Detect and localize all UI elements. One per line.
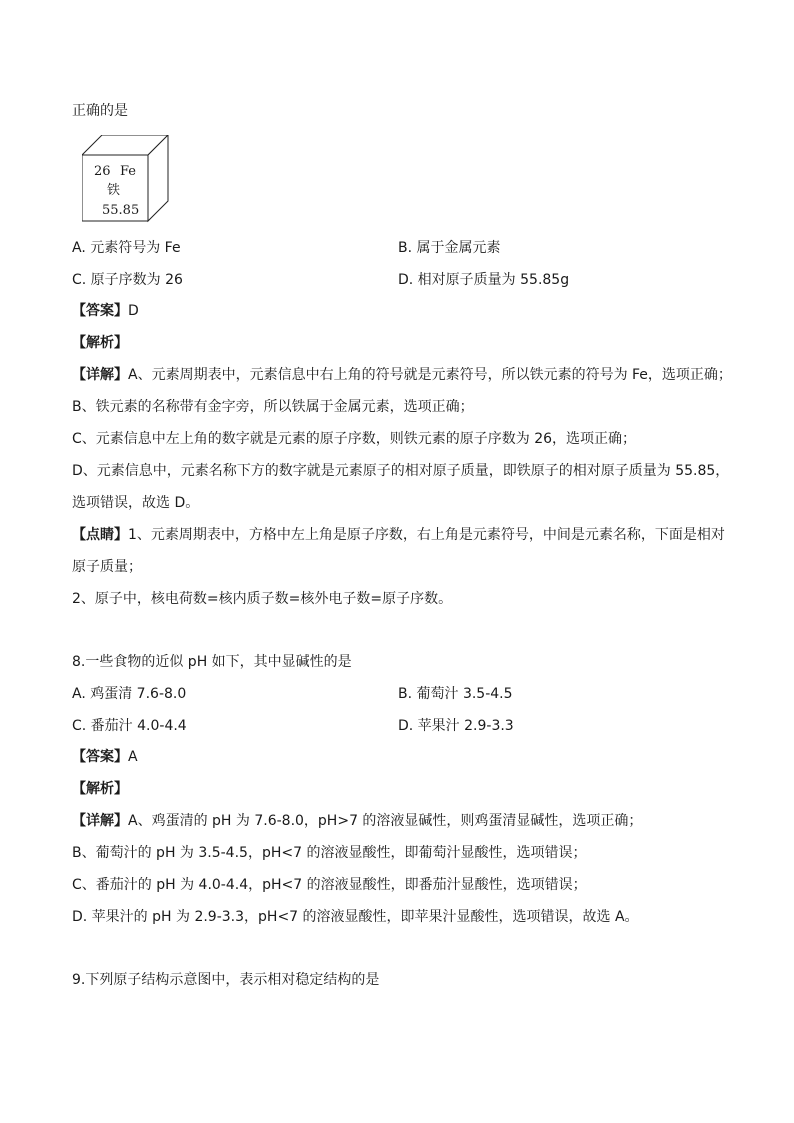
- q7-analysis-tag: 【解析】: [72, 335, 128, 351]
- tile-atomic-number: 26: [94, 164, 111, 179]
- answer-tag: 【答案】: [72, 303, 128, 319]
- answer-tag: 【答案】: [72, 749, 128, 765]
- q8-detail-line: C、番茄汁的 pH 为 4.0-4.4，pH<7 的溶液显酸性，即番茄汁显酸性，选项错误；: [72, 877, 587, 893]
- tile-element-name: 铁: [107, 183, 121, 198]
- question-8-stem: 8.一些食物的近似 pH 如下，其中显碱性的是: [72, 654, 352, 670]
- question-7-stem: 正确的是: [72, 103, 128, 119]
- q8-option-b: B. 葡萄汁 3.5-4.5: [398, 686, 513, 702]
- q7-option-a: A. 元素符号为 Fe: [72, 240, 181, 256]
- q7-answer: [72, 301, 139, 321]
- q7-detail-line: [72, 365, 732, 385]
- answer-value: D: [128, 303, 139, 319]
- q8-detail-line: B、葡萄汁的 pH 为 3.5-4.5，pH<7 的溶液显酸性，即葡萄汁显酸性，选项错误；: [72, 845, 587, 861]
- q7-detail-line: B、铁元素的名称带有金字旁，所以铁属于金属元素，选项正确；: [72, 399, 474, 415]
- q7-tip-line: 原子质量；: [72, 559, 142, 575]
- q7-detail-line: C、元素信息中左上角的数字就是元素的原子序数，则铁元素的原子序数为 26，选项正确；: [72, 431, 637, 447]
- q7-detail-line: D、元素信息中，元素名称下方的数字就是元素原子的相对原子质量，即铁原子的相对原子质量为 55.85，: [72, 463, 730, 479]
- q8-option-a: A. 鸡蛋清 7.6-8.0: [72, 686, 187, 702]
- q7-detail-line: 选项错误，故选 D。: [72, 495, 200, 511]
- q7-tip-line: [72, 525, 725, 545]
- q8-option-c: C. 番茄汁 4.0-4.4: [72, 718, 187, 734]
- answer-value: A: [128, 749, 138, 765]
- q8-option-d: D. 苹果汁 2.9-3.3: [398, 718, 514, 734]
- q8-detail-line: [72, 811, 642, 831]
- tip-text: 1、元素周期表中，方格中左上角是原子序数，右上角是元素符号，中间是元素名称，下面是相对: [128, 527, 725, 543]
- q7-option-d: D. 相对原子质量为 55.85g: [398, 272, 570, 288]
- q7-option-c: C. 原子序数为 26: [72, 272, 183, 288]
- tip-tag: 【点睛】: [72, 527, 128, 543]
- tile-atomic-mass: 55.85: [102, 203, 140, 218]
- element-tile-iron: [82, 135, 172, 223]
- q8-answer: [72, 747, 138, 767]
- question-9-stem: 9.下列原子结构示意图中，表示相对稳定结构的是: [72, 972, 380, 988]
- tile-symbol: Fe: [120, 164, 137, 179]
- detail-tag: 【详解】: [72, 367, 128, 383]
- q7-tip-line: 2、原子中，核电荷数=核内质子数=核外电子数=原子序数。: [72, 591, 453, 607]
- detail-text: A、鸡蛋清的 pH 为 7.6-8.0，pH>7 的溶液显碱性，则鸡蛋清显碱性，选项正确；: [128, 813, 643, 829]
- detail-tag: 【详解】: [72, 813, 128, 829]
- q7-option-b: B. 属于金属元素: [398, 240, 501, 256]
- q8-detail-line: D. 苹果汁的 pH 为 2.9-3.3，pH<7 的溶液显酸性，即苹果汁显酸性，选项错误，故选 A。: [72, 909, 639, 925]
- q8-analysis-tag: 【解析】: [72, 781, 128, 797]
- detail-text: A、元素周期表中，元素信息中右上角的符号就是元素符号，所以铁元素的符号为 Fe，选项正确；: [128, 367, 732, 383]
